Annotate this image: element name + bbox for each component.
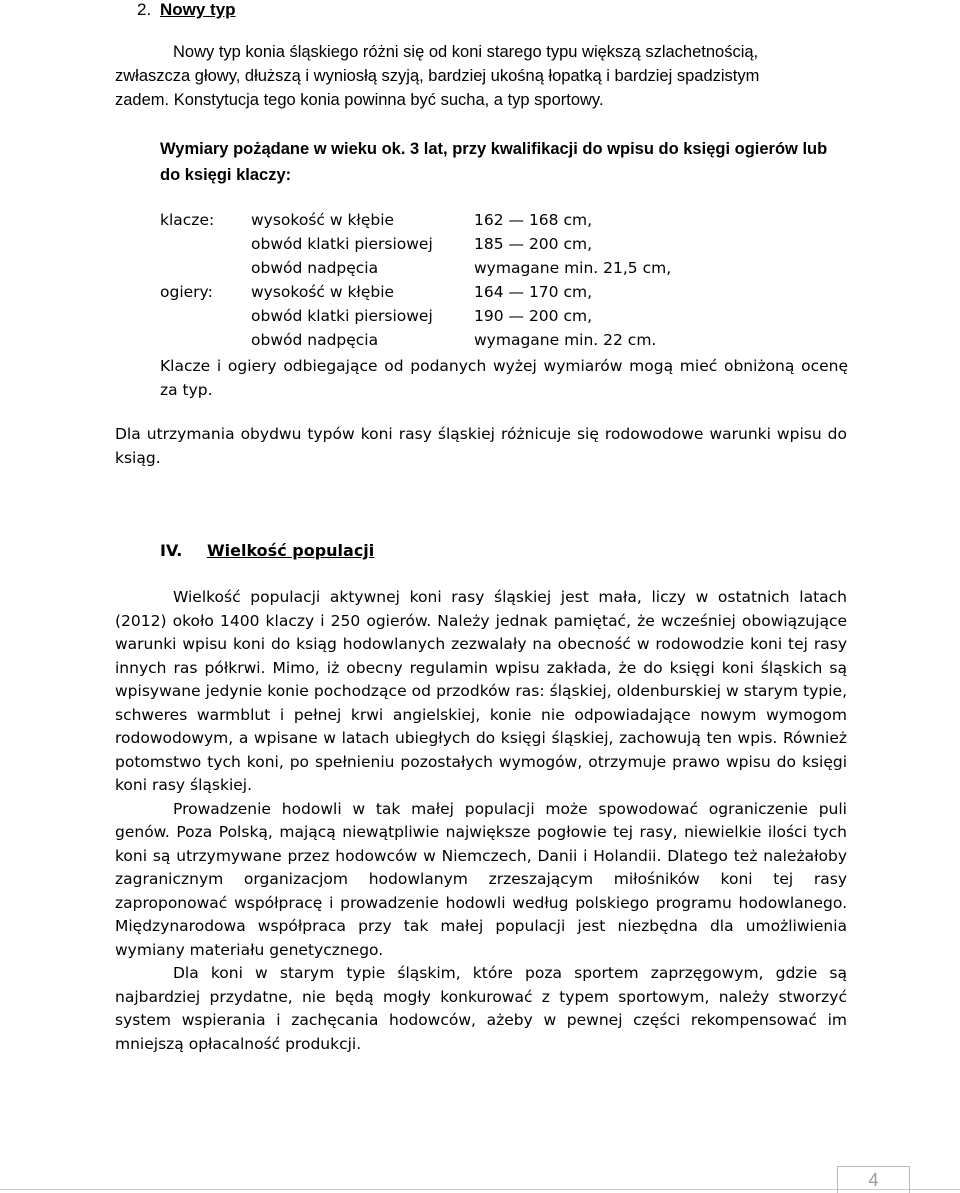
section-heading xyxy=(137,0,236,20)
population-paragraph: Dla koni w starym typie śląskim, które poza sportem zaprzęgowym, gdzie są najbardziej przydatne, nie będą mogły konkurować z typem sportowym, należy stworzyć system wspierania i zachęcania hodowców, ażeby w pewnej części rekompensować im mniejszą opłacalność produkcji. xyxy=(115,964,847,1053)
measure-value: 185 — 200 cm, xyxy=(474,235,592,253)
measure-label: wysokość w kłębie xyxy=(251,283,395,301)
group-label: klacze: xyxy=(160,211,215,229)
population-paragraph: Wielkość populacji aktywnej koni rasy śląskiej jest mała, liczy w ostatnich latach (2012) około 1400 klaczy i 250 ogierów. Należy jednak pamiętać, że wcześniej obowiązujące warunki wpisu koni do ksiąg hodowlanych zezwalały na obecność w rodowodzie koni tej rasy innych ras półkrwi. Mimo, iż obecny regulamin wpisu zakłada, że do księgi koni śląskich są wpisywane jedynie konie pochodzące od przodków ras: śląskiej, oldenburskiej w starym typie, schweres warmblut i pełnej krwi angielskiej, konie nie odpowiadające nowym wymogom rodowodowym, a wpisane w latach ubiegłych do księgi śląskiej, zachowują ten wpis. Również potomstwo tych koni, po spełnieniu pozostałych wymogów, otrzymuje prawo wpisu do księgi koni rasy śląskiej. xyxy=(115,588,847,794)
measure-label: obwód klatki piersiowej xyxy=(251,307,433,325)
measure-value: 190 — 200 cm, xyxy=(474,307,592,325)
measure-value: wymagane min. 22 cm. xyxy=(474,331,657,349)
requirements-heading: Wymiary pożądane w wieku ok. 3 lat, przy kwalifikacji do wpisu do księgi ogierów lub do księgi klaczy: xyxy=(160,140,828,184)
population-section xyxy=(115,586,847,1056)
population-paragraph: Prowadzenie hodowli w tak małej populacji może spowodować ograniczenie puli genów. Poza Polską, mającą niewątpliwie największe pogłowie tej rasy, niewielkie ilości tych koni są utrzymywane przez hodowców w Niemczech, Danii i Holandii. Dlatego też należałoby zagranicznym organizacjom hodowlanym zrzeszającym miłośników koni tej rasy zaproponować współpracę i prowadzenie hodowli według polskiego programu hodowlanego. Międzynarodowa współpraca przy tak małej populacji jest niezbędna dla umożliwienia wymiany materiału genetycznego. xyxy=(115,799,847,959)
section-number: 2. xyxy=(137,0,152,19)
table-row xyxy=(160,304,671,328)
group-label xyxy=(160,256,251,280)
section-title: Nowy typ xyxy=(160,0,236,19)
intro-paragraph xyxy=(115,40,845,112)
measure-label: obwód nadpęcia xyxy=(251,259,379,277)
intro-line: zadem. Konstytucja tego konia powinna być sucha, a typ sportowy. xyxy=(115,91,604,109)
chapter-heading xyxy=(160,540,374,562)
page-number: 4 xyxy=(868,1170,879,1190)
intro-line: zwłaszcza głowy, dłuższą i wyniosłą szyją, bardziej ukośną łopatką i bardziej spadzistym xyxy=(115,67,760,85)
deviation-note: Klacze i ogiery odbiegające od podanych wyżej wymiarów mogą mieć obniżoną ocenę za typ. xyxy=(160,357,848,399)
table-row xyxy=(160,280,671,304)
measurements-table xyxy=(160,208,671,352)
measure-label: obwód klatki piersiowej xyxy=(251,235,433,253)
measure-label: obwód nadpęcia xyxy=(251,331,379,349)
group-label xyxy=(160,232,251,256)
measure-label: wysokość w kłębie xyxy=(251,211,395,229)
pedigree-note: Dla utrzymania obydwu typów koni rasy śląskiej różnicuje się rodowodowe warunki wpisu do ksiąg. xyxy=(115,425,847,467)
measure-value: wymagane min. 21,5 cm, xyxy=(474,259,672,277)
measure-value: 164 — 170 cm, xyxy=(474,283,592,301)
table-row xyxy=(160,256,671,280)
group-label: ogiery: xyxy=(160,283,213,301)
footer-rule xyxy=(0,1189,960,1190)
group-label xyxy=(160,304,251,328)
chapter-title: Wielkość populacji xyxy=(207,541,375,560)
chapter-number: IV. xyxy=(160,541,183,560)
group-label xyxy=(160,328,251,352)
intro-line: Nowy typ konia śląskiego różni się od koni starego typu większą szlachetnością, xyxy=(173,43,759,61)
measure-value: 162 — 168 cm, xyxy=(474,211,592,229)
table-row xyxy=(160,232,671,256)
table-row xyxy=(160,328,671,352)
table-row xyxy=(160,208,671,232)
